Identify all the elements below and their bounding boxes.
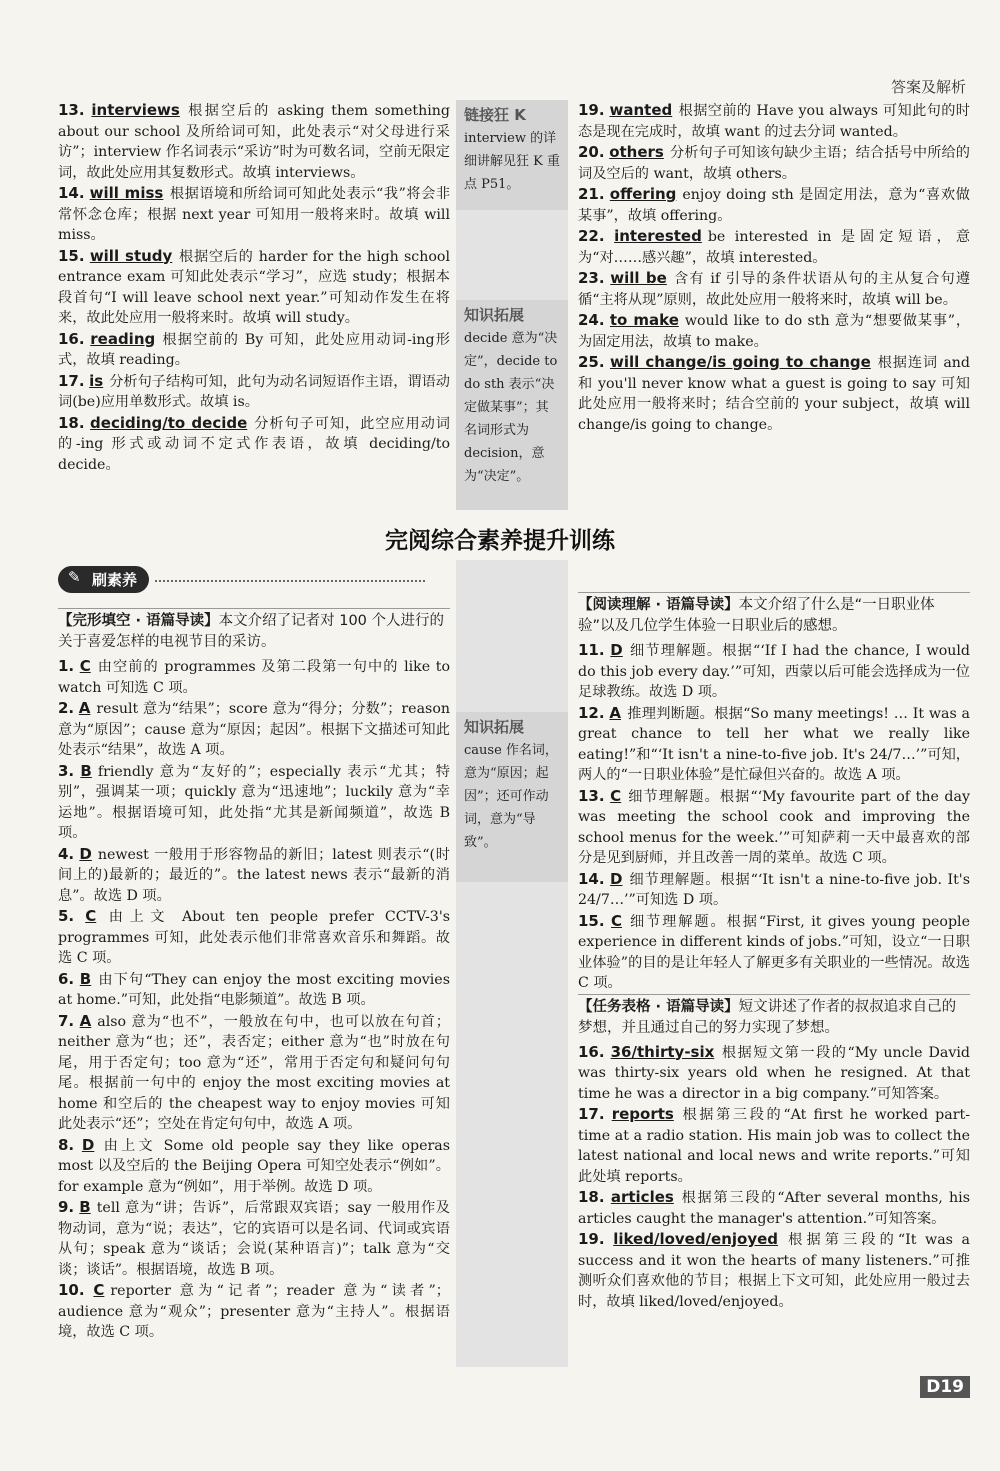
answer-item [58, 906, 450, 969]
side-note-knowledge [456, 712, 568, 882]
answer-item [58, 329, 450, 371]
reading-guide [578, 592, 970, 637]
item-number: 7. [58, 1011, 75, 1030]
answer-item [58, 246, 450, 329]
item-number: 22. [578, 227, 605, 245]
answers-right-bottom [578, 592, 970, 1312]
answer-item [578, 268, 970, 310]
answer-item [578, 786, 970, 869]
item-number: 12. [578, 703, 605, 722]
answers-left-bottom [58, 608, 450, 1343]
item-number: 16. [578, 1042, 605, 1061]
item-explanation: result 意为“结果”；score 意为“得分；分数”；reason 意为“原因”；cause 意为“原因；起因”。根据下文描述可知此处表示“结果”，故选 A 项。 [58, 701, 450, 758]
item-answer: interviews [91, 101, 180, 119]
item-explanation: newest 一般用于形容物品的新旧；latest 则表示“(时间上的)最新的；最近的”。the latest news 表示“最新的消息”。故选 D 项。 [58, 846, 450, 904]
answer-item [578, 184, 970, 226]
section-title: 完阅综合素养提升训练 [385, 528, 615, 554]
item-explanation: tell 意为“讲；告诉”，后常跟双宾语；say 一般用作及物动词，意为“说；表达”，它的宾语可以是名词、代词或宾语从句；speak 意为“谈话；会说(某种语言)”；talk 意为“交谈；谈话”。根据语境，故选 B 项。 [58, 1200, 450, 1278]
item-answer: will be [610, 269, 667, 287]
item-answer: D [81, 1135, 95, 1154]
item-explanation: 分析句子可知该句缺少主语；结合括号中所给的词及空后的 want，故填 others。 [578, 145, 970, 182]
item-number: 20. [578, 143, 605, 161]
answer-item [578, 100, 970, 142]
answers-right-top [578, 100, 970, 435]
item-explanation: enjoy doing sth 是固定用法，意为“喜欢做某事”，故填 offering。 [578, 187, 970, 224]
item-answer: wanted [609, 101, 673, 119]
item-explanation: 含有 if 引导的条件状语从句的主从复合句遵循“主将从现”原则，故此处应用一般将来时，故填 will be。 [578, 271, 971, 308]
item-number: 17. [578, 1105, 605, 1123]
item-answer: A [79, 1011, 92, 1030]
page-number: D19 [920, 1376, 970, 1398]
answer-item [58, 1135, 450, 1198]
item-answer: reports [611, 1105, 674, 1123]
item-answer: deciding/to decide [90, 413, 248, 432]
answer-item [58, 413, 450, 476]
item-number: 18. [58, 413, 85, 432]
side-strip [456, 882, 568, 1367]
item-explanation: 细节理解题。根据“‘My favourite part of the day was meeting the school cook and improving the school menus for the week.’”可知萨莉一天中最喜欢的部分是见到厨师，并且改善一周的菜单。故选 C 项。 [578, 788, 970, 866]
item-explanation: also 意为“也不”，一般放在句中，也可以放在句首；neither 意为“也；还”，表否定；either 意为“也”时放在句尾，用于否定句；too 意为“还”，常用于否定句和疑问句句尾。根据前一句中的 enjoy the most exciting movies at home 和空后的 the cheapest way to enjoy movies 可知此处表示“还”；空处在肯定句句中，故选 A 项。 [58, 1013, 450, 1132]
item-explanation: 根据空前的 Have you always 可知此句的时态是现在完成时，故填 want 的过去分词 wanted。 [578, 103, 970, 140]
answer-item [578, 226, 970, 268]
item-answer: offering [609, 185, 677, 203]
answer-item [58, 656, 450, 698]
item-number: 1. [58, 657, 75, 675]
item-explanation: 由空前的 programmes 及第二段第一句中的 like to watch 可知选 C 项。 [58, 659, 450, 696]
item-number: 15. [578, 911, 605, 930]
item-number: 3. [58, 761, 75, 780]
item-answer: liked/loved/enjoyed [613, 1230, 779, 1248]
answer-item [58, 1197, 450, 1280]
item-explanation: would like to do sth 意为“想要做某事”，为固定用法，故填 to make。 [578, 313, 971, 350]
answer-item [578, 310, 970, 352]
item-number: 13. [58, 101, 85, 119]
answer-item [58, 1011, 450, 1135]
answer-item [578, 1042, 970, 1105]
item-explanation: 根据第三段的“At first he worked part-time at a radio station. His main job was to collect the latest national and local news and write reports.”可知此处填 reports。 [578, 1107, 970, 1185]
side-note-knowledge [456, 300, 568, 510]
item-explanation: 根据第三段的“After several months, his articles caught the manager's attention.”可知答案。 [578, 1190, 970, 1227]
side-note-text: cause 作名词，意为“原因；起因”；还可作动词，意为“导致”。 [464, 743, 558, 850]
answer-item [58, 969, 450, 1011]
answer-item [58, 1280, 450, 1343]
answer-item [58, 698, 450, 761]
item-explanation: 根据空后的 harder for the high school entrance exam 可知此处表示“学习”，应选 study；根据本段首句“I will leave school next year.”可知动作发生在将来，故此处应用一般将来时。故填 will study。 [58, 248, 450, 326]
answer-item [58, 371, 450, 413]
item-answer: B [79, 969, 92, 988]
item-explanation: 由下句“They can enjoy the most exciting movies at home.”可知，此处指“电影频道”。故选 B 项。 [58, 971, 450, 1008]
item-number: 16. [58, 329, 85, 348]
item-answer: is [89, 371, 104, 390]
item-answer: articles [610, 1188, 674, 1206]
guide-tag: 【完形填空 · 语篇导读】 [58, 613, 219, 629]
item-number: 9. [58, 1198, 75, 1216]
side-note-title: 链接狂 K [464, 106, 526, 124]
guide-tag: 【阅读理解 · 语篇导读】 [578, 597, 739, 613]
item-number: 5. [58, 907, 75, 925]
item-explanation: 根据空前的 By 可知，此处应用动词-ing形式，故填 reading。 [58, 331, 450, 368]
item-explanation: reporter 意为“记者”；reader 意为“读者”；audience 意为“观众”；presenter 意为“主持人”。根据语境，故选 C 项。 [58, 1283, 450, 1340]
side-note-link [456, 100, 568, 210]
side-note-title: 知识拓展 [464, 718, 525, 736]
item-number: 25. [578, 353, 605, 371]
item-answer: C [611, 911, 623, 930]
guide-tag: 【任务表格 · 语篇导读】 [578, 998, 739, 1015]
badge-label: ✎ 刷素养 [58, 566, 149, 593]
side-note-text: decide 意为“决定”，decide to do sth 表示“决定做某事”；其名词形式为 decision，意为“决定”。 [464, 331, 558, 484]
side-note-text: interview 的详细讲解见狂 K 重点 P51。 [464, 131, 560, 192]
item-explanation: 根据连词 and 和 you'll never know what a guest is going to say 可知此处应用一般将来时；结合空前的 your subject，故填 will change/is going to change。 [578, 355, 970, 433]
item-answer: D [79, 844, 92, 863]
section-badge [58, 566, 450, 596]
answer-item [578, 1104, 970, 1187]
answers-left-top [58, 100, 450, 475]
item-number: 11. [578, 641, 605, 659]
answer-item [578, 352, 970, 435]
guide-text: 本文介绍了什么是“一日职业体验”以及几位学生体验一日职业后的感想。 [578, 597, 935, 634]
item-number: 24. [578, 311, 605, 329]
item-number: 17. [58, 371, 85, 390]
item-explanation: 细节理解题。根据“‘It isn't a nine-to-five job. It's 24/7…’”可知选 D 项。 [578, 871, 970, 908]
item-number: 18. [578, 1188, 605, 1206]
item-explanation: 根据第三段的“It was a success and it won the hearts of many listeners.”可推测听众们喜欢他的节目；根据上下文可知，此处应用一般过去时，故填 liked/loved/enjoyed。 [578, 1232, 971, 1310]
item-answer: B [79, 1198, 91, 1216]
item-explanation: 根据空后的 asking them something about our school 及所给词可知，此处表示“对父母进行采访”；interview 作名词表示“采访”时为可数名词，空前无限定词，故此处应用其复数形式。故填 interviews。 [58, 103, 451, 181]
item-answer: reading [90, 329, 156, 348]
item-answer: C [610, 786, 622, 805]
guide-text: 短文讲述了作者的叔叔追求自己的梦想，并且通过自己的努力实现了梦想。 [578, 998, 957, 1036]
answer-item [578, 869, 970, 911]
item-explanation: 推理判断题。根据“So many meetings! … It was a great chance to tell her what we really like eating!”和“‘It isn't a nine-to-five job. It's 24/7…’”可知，两人的“一日职业体验”是忙碌但兴奋的。故选 A 项。 [578, 705, 970, 783]
answer-item [58, 100, 450, 183]
item-answer: D [610, 869, 623, 888]
item-explanation: 根据短文第一段的“My uncle David was thirty-six years old when he resigned. At that time he was a director in a big company.”可知答案。 [578, 1044, 971, 1102]
item-answer: will study [89, 246, 173, 265]
answer-item [578, 1229, 970, 1312]
item-number: 10. [58, 1281, 85, 1299]
item-number: 8. [58, 1135, 75, 1154]
answer-item [58, 844, 450, 907]
item-answer: D [610, 641, 623, 659]
side-strip [456, 560, 568, 712]
item-answer: A [609, 703, 621, 722]
item-explanation: 细节理解题。根据“First, it gives young people experience in different kinds of jobs.”可知，设立“一日职业体验”的目的是让年轻人了解更多有关职业的一些情况。故选 C 项。 [578, 913, 970, 991]
item-number: 6. [58, 969, 75, 988]
item-number: 4. [58, 844, 75, 863]
item-answer: C [85, 907, 97, 925]
item-number: 21. [578, 185, 605, 203]
item-answer: others [609, 143, 664, 161]
guide-text: 本文介绍了记者对 100 个人进行的关于喜爱怎样的电视节目的采访。 [58, 613, 445, 650]
item-number: 23. [578, 269, 605, 287]
answer-item [578, 640, 970, 703]
item-explanation: 分析句子结构可知，此句为动名词短语作主语，谓语动词(be)应用单数形式。故填 is。 [58, 373, 450, 410]
page-header: 答案及解析 [890, 78, 966, 96]
answer-item [578, 703, 970, 786]
side-note-title: 知识拓展 [464, 306, 525, 324]
answer-item [578, 911, 970, 994]
answer-item [578, 1187, 970, 1229]
reading-guide [578, 994, 970, 1039]
item-answer: will miss [89, 184, 164, 202]
item-number: 15. [58, 246, 85, 265]
item-number: 19. [578, 101, 605, 119]
item-number: 14. [578, 869, 605, 888]
item-explanation: friendly 意为“友好的”；especially 表示“尤其；特别”，强调某一项；quickly 意为“迅速地”；luckily 意为“幸运地”。根据语境可知，此处指“尤其是新闻频道”，故选 B 项。 [58, 763, 450, 841]
answer-item [58, 761, 450, 844]
item-number: 13. [578, 786, 605, 805]
item-number: 19. [578, 1230, 605, 1248]
answer-item [58, 183, 450, 246]
item-answer: will change/is going to change [609, 353, 871, 371]
side-strip [456, 210, 568, 300]
item-answer: C [93, 1281, 105, 1299]
item-number: 14. [58, 184, 85, 202]
item-explanation: 根据语境和所给词可知此处表示“我”将会非常怀念仓库；根据 next year 可知用一般将来时。故填 will miss。 [58, 186, 451, 243]
item-explanation: 分析句子可知，此空应用动词的-ing 形式或动词不定式作表语，故填 deciding/to decide。 [58, 415, 450, 473]
item-answer: interested [614, 227, 702, 245]
item-answer: A [78, 699, 91, 717]
item-explanation: 由上文 About ten people prefer CCTV-3's programmes 可知，此处表示他们非常喜欢音乐和舞蹈。故选 C 项。 [58, 909, 450, 966]
reading-guide [58, 608, 450, 653]
item-number: 2. [58, 699, 75, 717]
item-answer: C [79, 657, 91, 675]
item-answer: B [80, 761, 92, 780]
item-explanation: 由上文 Some old people say they like operas most 以及空后的 the Beijing Opera 可知空处表示“例如”。for example 意为“例如”，用于举例。故选 D 项。 [58, 1137, 450, 1195]
item-explanation: 细节理解题。根据“‘If I had the chance, I would do this job every day.’”可知，西蒙以后可能会选择成为一位足球教练。故选 D 项。 [578, 643, 970, 700]
item-answer: to make [609, 311, 679, 329]
answer-item [578, 142, 970, 184]
dotted-divider [155, 580, 425, 582]
item-answer: 36/thirty-six [610, 1042, 715, 1061]
item-explanation: be interested in 是固定短语，意为“对……感兴趣”，故填 interested。 [578, 229, 971, 266]
